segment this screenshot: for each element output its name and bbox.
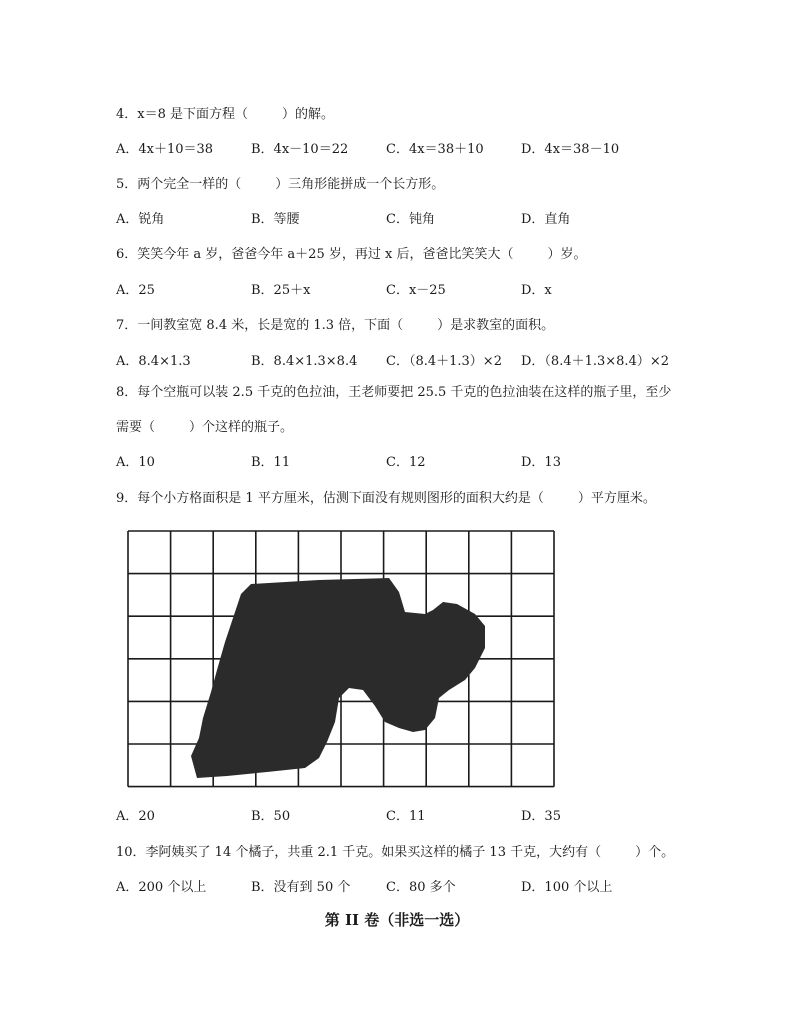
option-b[interactable]: B．50: [251, 809, 291, 824]
question-text: 需要（: [116, 420, 156, 435]
question-8-continued: [116, 419, 293, 437]
question-text: x＝8 是下面方程（: [137, 107, 249, 122]
option-a[interactable]: A．锐角: [116, 212, 165, 227]
question-number: 8．: [116, 385, 138, 400]
options-10: [116, 879, 756, 897]
option-a[interactable]: A．25: [116, 283, 155, 298]
option-a[interactable]: A．20: [116, 809, 155, 824]
option-c[interactable]: C．4x＝38＋10: [386, 142, 484, 157]
option-c[interactable]: C．（8.4＋1.3）×2: [386, 354, 502, 369]
option-c[interactable]: C．80 多个: [386, 880, 456, 895]
grid-figure: [127, 530, 557, 790]
option-a[interactable]: A．4x＋10＝38: [116, 142, 214, 157]
question-text-end: ）岁。: [547, 247, 587, 262]
option-b[interactable]: B．8.4×1.3×8.4: [251, 354, 358, 369]
option-d[interactable]: D．x: [521, 283, 552, 298]
question-10: [116, 844, 674, 862]
question-text-end: ）平方厘米。: [577, 491, 656, 506]
options-6: [116, 282, 756, 300]
option-c[interactable]: C．x－25: [386, 283, 446, 298]
question-number: 4．: [116, 107, 138, 122]
question-text-end: ）是求教室的面积。: [437, 318, 555, 333]
question-number: 10．: [116, 845, 146, 860]
options-8: [116, 454, 756, 472]
options-7: [116, 353, 756, 371]
question-8: [116, 384, 671, 402]
option-c[interactable]: C．钝角: [386, 212, 435, 227]
question-number: 7．: [116, 318, 138, 333]
option-b[interactable]: B．4x－10＝22: [251, 142, 349, 157]
option-d[interactable]: D．13: [521, 455, 561, 470]
option-a[interactable]: A．10: [116, 455, 155, 470]
options-9: [116, 808, 756, 826]
question-number: 6．: [116, 247, 138, 262]
question-text: 每个小方格面积是 1 平方厘米，估测下面没有规则图形的面积大约是（: [137, 491, 544, 506]
section-title: 第 II 卷（非选一选）: [324, 911, 470, 929]
option-d[interactable]: D．4x＝38－10: [521, 142, 620, 157]
option-b[interactable]: B．没有到 50 个: [251, 880, 351, 895]
option-c[interactable]: C．12: [386, 455, 426, 470]
question-text: 两个完全一样的（: [137, 177, 242, 192]
question-7: [116, 317, 554, 335]
question-number: 9．: [116, 491, 138, 506]
options-4: [116, 141, 756, 159]
question-4: [116, 106, 334, 124]
option-a[interactable]: A．8.4×1.3: [116, 354, 191, 369]
question-6: [116, 246, 586, 264]
question-text: 笑笑今年 a 岁，爸爸今年 a＋25 岁，再过 x 后，爸爸比笑笑大（: [137, 247, 514, 262]
question-text: 一间教室宽 8.4 米，长是宽的 1.3 倍，下面（: [137, 318, 404, 333]
option-d[interactable]: D．35: [521, 809, 561, 824]
question-text-end: ）的解。: [282, 107, 335, 122]
question-9: [116, 490, 656, 508]
question-text-end: ）三角形能拼成一个长方形。: [275, 177, 445, 192]
irregular-shape: [191, 578, 485, 778]
option-b[interactable]: B．等腰: [251, 212, 300, 227]
question-text-end: ）个这样的瓶子。: [189, 420, 294, 435]
option-d[interactable]: D．直角: [521, 212, 571, 227]
question-text: 每个空瓶可以装 2.5 千克的色拉油，王老师要把 25.5 千克的色拉油装在这样的瓶子里，至少: [137, 385, 672, 400]
question-number: 5．: [116, 177, 138, 192]
question-text: 李阿姨买了 14 个橘子，共重 2.1 千克。如果买这样的橘子 13 千克，大约有（: [145, 845, 602, 860]
options-5: [116, 211, 756, 229]
option-b[interactable]: B．11: [251, 455, 291, 470]
option-d[interactable]: D．100 个以上: [521, 880, 613, 895]
option-a[interactable]: A．200 个以上: [116, 880, 207, 895]
question-text-end: ）个。: [635, 845, 675, 860]
option-c[interactable]: C．11: [386, 809, 426, 824]
option-b[interactable]: B．25＋x: [251, 283, 311, 298]
option-d[interactable]: D．（8.4＋1.3×8.4）×2: [521, 354, 670, 369]
question-5: [116, 176, 444, 194]
